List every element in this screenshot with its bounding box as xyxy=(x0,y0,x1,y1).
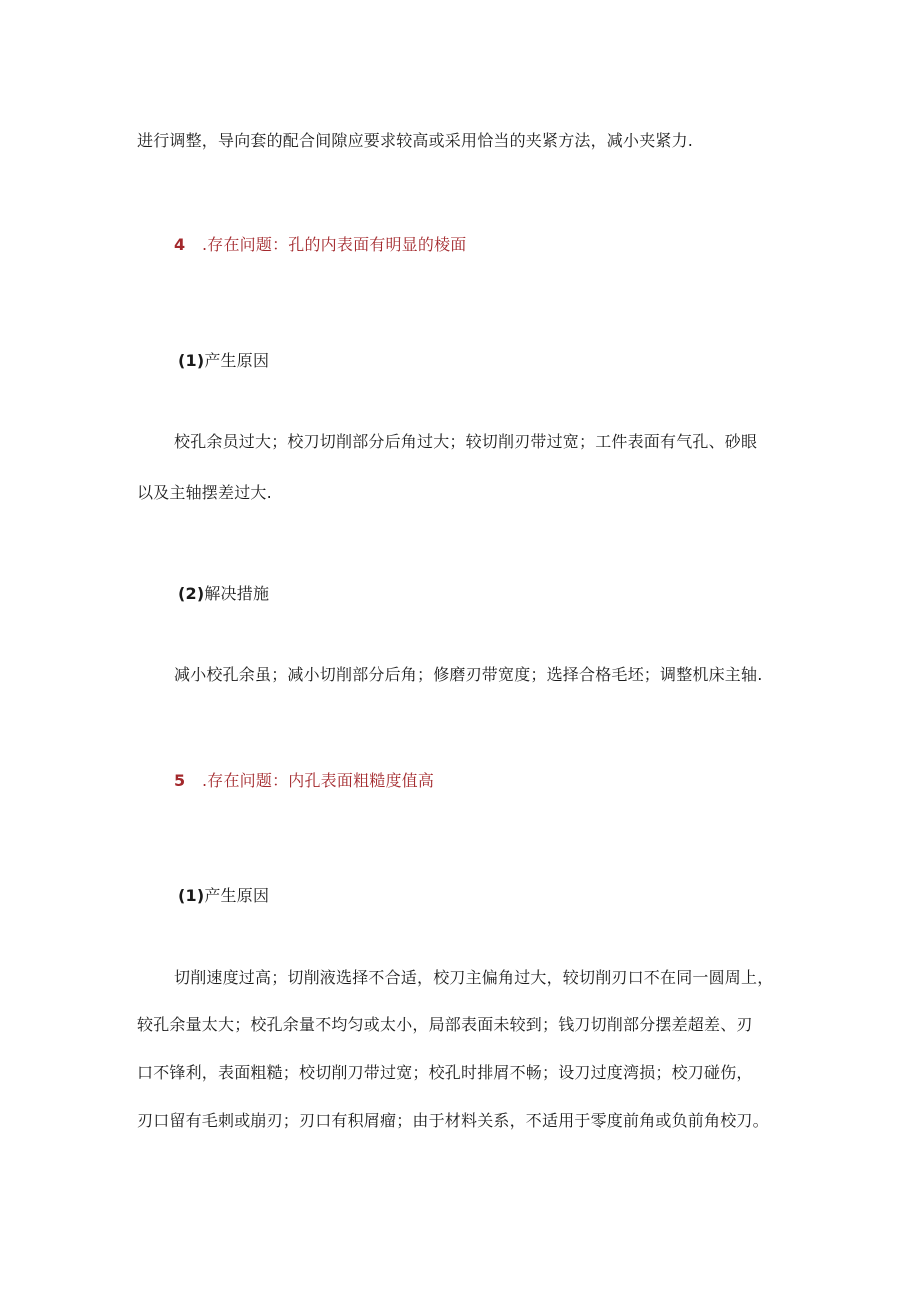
section-4-number: 4 xyxy=(174,235,186,254)
section-5-cause-line-1: 切削速度过高；切削液选择不合适，校刀主偏角过大，较切削刃口不在同一圆周上， xyxy=(174,968,774,987)
section-4-cause-label: 产生原因 xyxy=(204,351,270,370)
section-5-cause-line-2: 较孔余量太大；校孔余量不均匀或太小，局部表面未较到；钱刀切削部分摆差超差、刃 xyxy=(137,1015,753,1034)
intro-paragraph-line: 进行调整，导向套的配合间隙应要求较高或采用恰当的夹紧方法，减小夹紧力. xyxy=(137,131,694,150)
section-4-solution-subheading xyxy=(178,583,269,605)
section-4-solution-label: 解决措施 xyxy=(204,584,270,603)
section-5-cause-label: 产生原因 xyxy=(204,886,270,905)
section-4-cause-mark: (1) xyxy=(178,351,205,370)
section-4-heading xyxy=(174,234,467,256)
section-5-cause-line-4: 刃口留有毛刺或崩刃；刃口有积屑瘤；由于材料关系，不适用于零度前角或负前角校刀。 xyxy=(137,1111,769,1130)
section-4-title: .存在问题：孔的内表面有明显的棱面 xyxy=(202,235,467,254)
section-5-title: .存在问题：内孔表面粗糙度值高 xyxy=(202,771,435,790)
section-5-heading xyxy=(174,770,434,792)
section-4-cause-line-2: 以及主轴摆差过大. xyxy=(137,483,272,502)
section-4-solution-mark: (2) xyxy=(178,584,205,603)
section-5-number: 5 xyxy=(174,771,186,790)
section-5-cause-subheading xyxy=(178,885,269,907)
section-5-cause-mark: (1) xyxy=(178,886,205,905)
section-4-cause-subheading xyxy=(178,350,269,372)
section-5-cause-line-3: 口不锋利，表面粗糙；校切削刀带过宽；校孔时排屑不畅；设刀过度湾损；校刀碰伤， xyxy=(137,1063,753,1082)
section-4-solution-line-1: 减小校孔余虽；减小切削部分后角；修磨刃带宽度；选择合格毛坯；调整机床主轴. xyxy=(174,665,763,684)
section-4-cause-line-1: 校孔余员过大；校刀切削部分后角过大；较切削刃带过宽；工件表面有气孔、砂眼 xyxy=(174,432,758,451)
